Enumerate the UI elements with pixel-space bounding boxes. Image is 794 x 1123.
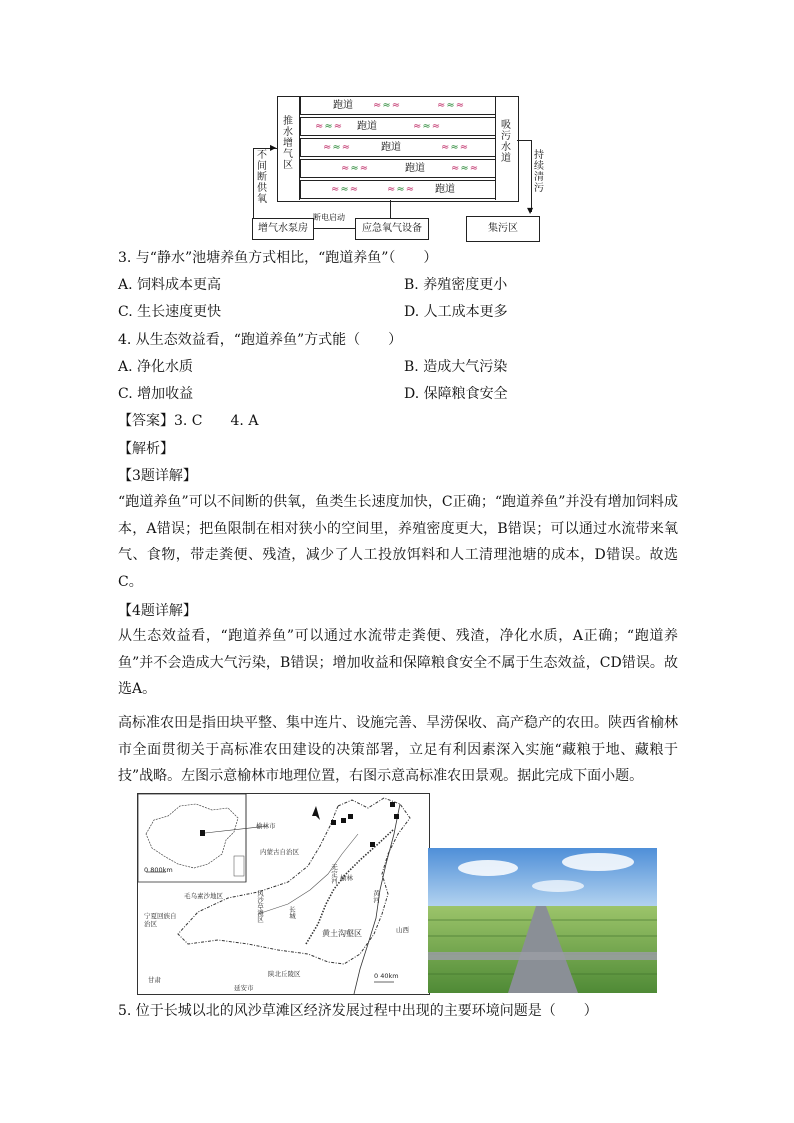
label-yulin: 榆林 — [340, 874, 353, 882]
fish-icon: ≈≈≈ — [387, 184, 416, 195]
label-scale-large: 0 40km — [374, 972, 399, 980]
q4-stem: 4. 从生态效益看，“跑道养鱼”方式能（ ） — [118, 332, 403, 348]
lane-2 — [300, 117, 496, 136]
label-inner-mongolia: 内蒙古自治区 — [260, 848, 299, 856]
label-yanan: 延安市 — [234, 984, 254, 992]
lane-4 — [300, 159, 496, 178]
q4-option-c[interactable]: C. 增加收益 — [118, 386, 194, 402]
power-label: 断电启动 — [313, 213, 345, 222]
q4-detail-text: 从生态效益看，“跑道养鱼”可以通过水流带走粪便、残渣，净化水质，A正确；“跑道养鱼”并不会造成大气污染，B错误；增加收益和保障粮食安全不属于生态效益，CD错误。故选A。 — [118, 628, 678, 697]
collection-box: 集污区 — [466, 216, 540, 242]
lane-label: 跑道 — [435, 184, 455, 195]
supply-label: 不间断供氧 — [257, 150, 267, 205]
q3-detail-text: “跑道养鱼”可以不间断的供氧，鱼类生长速度加快，C正确；“跑道养鱼”并没有增加饲料成本，A错误；把鱼限制在相对狭小的空间里，养殖密度更大，B错误；可以通过水流带来氧气、食物，带走粪便、残渣，减少了人工投放饵料和人工清理池塘的成本，D错误。故选C。 — [118, 494, 678, 590]
lane-label: 跑道 — [357, 121, 377, 132]
fish-icon: ≈≈≈ — [323, 142, 352, 153]
q3-stem: 3. 与“静水”池塘养鱼方式相比，“跑道养鱼”（ ） — [118, 250, 438, 266]
emergency-box: 应急氧气设备 — [355, 218, 429, 240]
lane-3 — [300, 138, 496, 157]
arrow-right-icon: ▶ — [270, 143, 277, 152]
label-city: 榆林市 — [256, 822, 276, 830]
power-line — [313, 228, 355, 229]
label-gansu: 甘肃 — [148, 976, 161, 984]
q5-stem: 5. 位于长城以北的风沙草滩区经济发展过程中出现的主要环境问题是（ ） — [118, 1003, 598, 1019]
q3-option-a[interactable]: A. 饲料成本更高 — [118, 277, 222, 293]
q3-option-d[interactable]: D. 人工成本更多 — [404, 304, 508, 320]
label-shanxi: 山西 — [396, 926, 409, 934]
fish-icon: ≈≈≈ — [441, 142, 470, 153]
analysis-label: 【解析】 — [118, 441, 174, 457]
label-fengsha: 风沙草滩区 — [256, 890, 264, 923]
label-great-wall: 长城 — [288, 906, 296, 919]
north-arrow-icon — [312, 806, 320, 820]
great-wall-line — [306, 830, 393, 944]
fish-icon: ≈≈≈ — [331, 184, 360, 195]
lane-5 — [300, 180, 496, 199]
left-zone-label: 推水增气区 — [283, 116, 293, 171]
fish-icon: ≈≈≈ — [451, 163, 480, 174]
sewage-line-vertical — [531, 140, 532, 212]
pump-room-box: 增气水泵房 — [252, 218, 314, 240]
lane-label: 跑道 — [405, 163, 425, 174]
q3-option-c[interactable]: C. 生长速度更快 — [118, 304, 222, 320]
fish-icon: ≈≈≈ — [341, 163, 370, 174]
label-shaanbei: 陕北丘陵区 — [268, 970, 301, 978]
lane-1 — [300, 96, 496, 115]
fish-icon: ≈≈≈ — [373, 100, 402, 111]
yulin-marker-inset — [200, 830, 205, 836]
label-yellow-river: 黄河 — [372, 890, 380, 903]
farmland-svg — [428, 848, 657, 993]
arrow-down-icon: ▼ — [527, 206, 534, 215]
q3-detail-title: 【3题详解】 — [118, 468, 197, 484]
q4-option-d[interactable]: D. 保障粮食安全 — [404, 386, 508, 402]
intro-paragraph: 高标准农田是指田块平整、集中连片、设施完善、旱涝保收、高产稳产的农田。陕西省榆林市全面贯彻关于高标准农田建设的决策部署，立足有利因素深入实施“藏粮于地、藏粮于技”战略。左图示意榆林市地理位置，右图示意高标准农田景观。据此完成下面小题。 — [118, 715, 678, 784]
fish-icon: ≈≈≈ — [413, 121, 442, 132]
emergency-line — [390, 200, 391, 218]
label-ningxia: 宁夏回族自治区 — [144, 912, 177, 928]
q4-detail-title: 【4题详解】 — [118, 603, 197, 619]
fish-icon: ≈≈≈ — [315, 121, 344, 132]
sewage-label: 持续清污 — [534, 150, 544, 194]
label-loess: 黄土沟壑区 — [322, 929, 362, 938]
right-zone-label: 吸污水道 — [501, 120, 511, 164]
answer-line: 【答案】3. C 4. A — [118, 413, 259, 429]
q4-option-b[interactable]: B. 造成大气污染 — [404, 359, 508, 375]
q4-option-a[interactable]: A. 净化水质 — [118, 359, 194, 375]
cross-road — [428, 952, 657, 960]
fish-icon: ≈≈≈ — [437, 100, 466, 111]
yulin-location-map — [137, 793, 430, 995]
q3-option-b[interactable]: B. 养殖密度更小 — [404, 277, 508, 293]
supply-line — [253, 148, 254, 220]
label-wuding-river: 无定河 — [330, 864, 338, 884]
label-maowusu: 毛乌素沙地区 — [184, 892, 223, 900]
farmland-photo — [428, 848, 657, 993]
label-scale-small: 0 800km — [144, 866, 173, 874]
map-svg — [138, 794, 429, 994]
sewage-line — [517, 140, 531, 141]
lane-label: 跑道 — [333, 100, 353, 111]
lane-label: 跑道 — [381, 142, 401, 153]
